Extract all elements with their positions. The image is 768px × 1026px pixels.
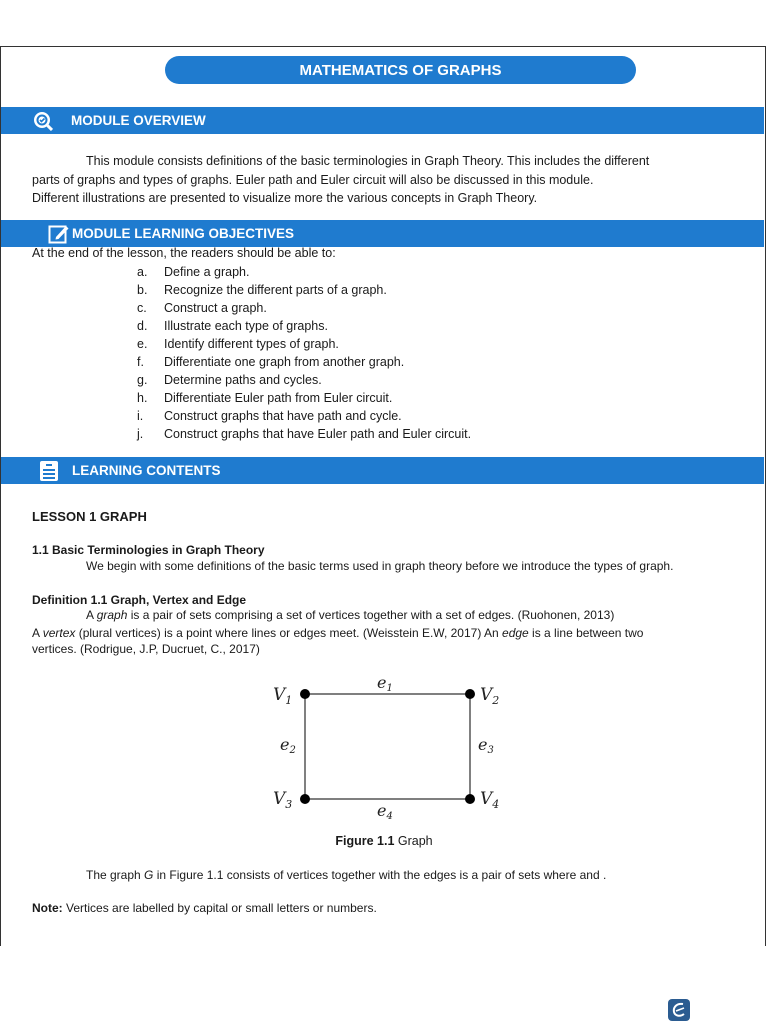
objective-item [137,407,402,425]
label-e3: e3 [478,735,494,756]
label-v1: $V_1$ [273,685,293,707]
term-vertex: vertex [42,626,76,640]
objective-text: Determine paths and cycles. [164,373,322,387]
objective-letter: f. [137,355,144,369]
objectives-heading: MODULE LEARNING OBJECTIVES [72,226,295,241]
text-run: in Figure 1.1 consists of vertices together with the edges is a pair of sets where and . [153,868,607,882]
vertex-v2 [465,689,475,699]
vertex-v4 [465,794,475,804]
objective-letter: e. [137,337,148,351]
objective-text: Construct graphs that have Euler path and Euler circuit. [164,427,472,441]
objective-letter: h. [137,391,148,405]
learning-contents-header [1,457,764,484]
label-e2: e2 [280,735,296,756]
definition-title: Definition 1.1 Graph, Vertex and Edge [32,593,247,607]
objective-item [137,317,328,335]
overview-line-2: parts of graphs and types of graphs. Euler path and Euler circuit will also be discussed in this module. [32,173,594,187]
magnifier-icon [33,111,53,131]
text-run: (plural vertices) is a point where lines or edges meet. (Weisstein E.W, 2017) An [75,626,503,640]
objective-item [137,335,339,353]
edit-pencil-icon [48,223,70,245]
term-graph: graph [96,608,128,622]
label-e4: e4 [377,801,393,820]
objective-text: Define a graph. [164,265,250,279]
learning-contents-heading: LEARNING CONTENTS [72,463,221,478]
objective-item [137,263,249,281]
objective-item [137,389,392,407]
objective-item [137,425,471,443]
note-label: Note: [32,901,63,915]
text-run: is a pair of sets comprising a set of vertices together with a set of edges. (Ruohonen, 2013) [127,608,615,622]
note-text: Vertices are labelled by capital or small letters or numbers. [62,901,377,915]
text-run: is a line between two [528,626,644,640]
lesson-title: LESSON 1 GRAPH [32,509,147,524]
definition-line-3: vertices. (Rodrigue, J.P, Ducruet, C., 2017) [32,642,260,656]
text-run: The graph [86,868,145,882]
objective-letter: g. [137,373,148,387]
logo-glyph-icon [668,999,690,1021]
overview-line-3: Different illustrations are presented to visualize more the various concepts in Graph Theory. [32,191,538,205]
module-overview-header [1,107,764,134]
note [32,899,377,917]
objective-text: Differentiate Euler path from Euler circuit. [164,391,393,405]
vertex-v1 [300,689,310,699]
graph-figure [260,670,520,820]
label-v4: $V_4$ [480,789,500,811]
objective-text: Differentiate one graph from another graph. [164,355,405,369]
objective-item [137,299,267,317]
overview-line-1: This module consists definitions of the basic terminologies in Graph Theory. This includes the different [86,154,650,168]
page-title: MATHEMATICS OF GRAPHS [165,56,636,84]
objective-text: Identify different types of graph. [164,337,339,351]
objectives-header [1,220,764,247]
objectives-intro: At the end of the lesson, the readers should be able to: [32,246,336,260]
objective-letter: j. [137,427,144,441]
graph-symbol: G [144,868,154,882]
label-e1: e1 [377,673,393,694]
objective-text: Illustrate each type of graphs. [164,319,328,333]
document-icon [38,460,60,482]
objective-letter: a. [137,265,148,279]
caption-text: Graph [394,834,433,848]
vertex-v3 [300,794,310,804]
objective-letter: d. [137,319,148,333]
label-v2: $V_2$ [480,685,500,707]
section-title: 1.1 Basic Terminologies in Graph Theory [32,543,265,557]
caption-label: Figure 1.1 [335,834,395,848]
section-text: We begin with some definitions of the basic terms used in graph theory before we introduce the types of graph. [86,559,674,573]
app-logo-icon[interactable] [668,999,690,1021]
objective-text: Recognize the different parts of a graph. [164,283,387,297]
objective-letter: i. [137,409,144,423]
definition-line-1 [86,606,614,624]
figure-caption [0,834,768,848]
label-v3: $V_3$ [273,789,293,811]
objective-item [137,371,322,389]
objective-letter: b. [137,283,148,297]
graph-sentence [86,866,606,884]
objective-letter: c. [137,301,147,315]
module-overview-heading: MODULE OVERVIEW [71,113,206,128]
objective-item [137,353,404,371]
text-run: A [32,626,43,640]
objective-text: Construct a graph. [164,301,267,315]
term-edge: edge [502,626,529,640]
objective-text: Construct graphs that have path and cycle. [164,409,402,423]
text-run: A [86,608,97,622]
objective-item [137,281,387,299]
